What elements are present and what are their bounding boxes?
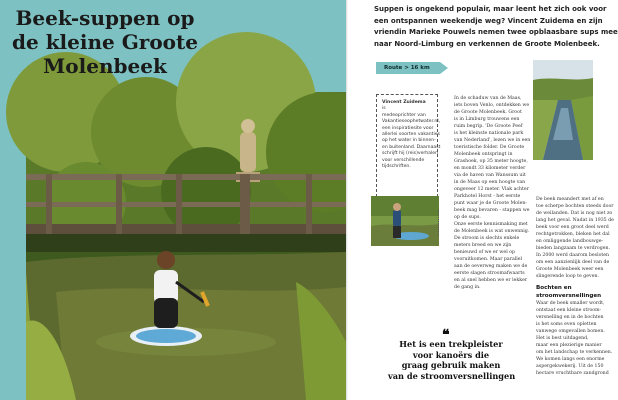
body-column-2 (536, 196, 614, 377)
body-line: de Molenbeek is wat onwennig. (454, 229, 530, 234)
bio-line: schrijft hij (reis)verhalen (382, 151, 438, 157)
route-badge: Route > 16 km (376, 62, 440, 74)
body-line: en omliggende landbouwge- (536, 239, 604, 244)
body-line: punt waar je de Groote Molen- (454, 201, 528, 206)
pull-quote-line: graag gebruik maken (401, 360, 501, 370)
body-line: om een aanzienlijk deel van de (536, 260, 610, 265)
body-line: lang het geval. Nadat in 1935 de (536, 218, 614, 223)
author-photo (371, 196, 439, 246)
body-line: iets boven Venlo, ontdekken we (454, 103, 530, 108)
body-line: eerste slagen stroomafwaarts (454, 271, 525, 276)
bio-line: Vakantieseophetwater.nl, (382, 119, 441, 125)
pull-quote-line: voor kanoërs die (412, 349, 490, 360)
body-line: Molenbeek ontspringt in (454, 152, 513, 157)
body-line: versnelling en in de bochten (536, 315, 604, 320)
body-line: is het soms even opletten (536, 322, 597, 327)
body-line: is het kleinste nationale park (454, 131, 524, 136)
right-page (348, 0, 618, 400)
bio-line: voor verschillende (382, 157, 425, 163)
photo-connector (438, 210, 441, 236)
body-line: We komen langs een enorme (536, 357, 605, 362)
body-line: aan de oeverweg maken we de (454, 264, 528, 269)
intro-line: een ontspannen weekendje weg? Vincent Zuidema en zijn (374, 16, 603, 25)
body-line: Waar de beek smaller wordt, (536, 301, 605, 306)
intro-paragraph (374, 4, 618, 50)
body-line: en mondt 33 kilometer verder (454, 166, 526, 171)
body-line: toeristische folder. De Groote (454, 145, 525, 150)
body-line: Grashoek, op 35 meter hoogte, (454, 159, 528, 164)
body-line: de gang in. (454, 285, 481, 290)
body-line: Groote Molenbeek weer een (536, 267, 604, 272)
stream-photo (533, 60, 593, 160)
body-line: maar een plezierige manier (536, 343, 602, 348)
body-line: Parkhotel Horst - het eerste (454, 194, 521, 199)
author-bio-box (376, 94, 441, 202)
body-line: De beek meandert met af en (536, 197, 604, 202)
intro-line: naar Noord-Limburg en verkennen de Groote Molenbeek. (374, 39, 600, 48)
body-line: via de haven van Wanssum uit (454, 173, 526, 178)
hero-photo (26, 92, 346, 400)
body-line: De stroom is slechts enkele (454, 236, 520, 241)
body-line: van Nederland', lezen we in een (454, 138, 531, 143)
body-line: Onze eerste kennismaking met (454, 222, 528, 227)
pull-quote-line: Het is een trekpleister (399, 339, 503, 349)
body-line: In de schaduw van de Maas, (454, 96, 522, 101)
intro-line: Suppen is ongekend populair, maar leent het zich ook voor (374, 5, 607, 13)
quote-icon: ❝ (442, 327, 450, 343)
bio-line: een inspiratiesite voor (382, 125, 434, 131)
body-line: op de sups. (454, 215, 481, 220)
body-line: toe scherpe bochten steeds door (536, 204, 614, 209)
body-line: de weilanden. Dat is nog niet zo (536, 211, 613, 216)
bio-name: Vincent Zuidema (382, 100, 426, 105)
section-subheading: Bochten en (536, 285, 572, 291)
body-line: beek mag bevaren - stappen we (454, 208, 530, 213)
body-line: aspergekwekerij. Uit de 150 (536, 364, 604, 369)
body-line: in de Maas op een hoogte van (454, 180, 526, 185)
body-line: In 2000 werd daarom besloten (536, 253, 610, 258)
body-line: slingerende loop te geven. (536, 274, 599, 279)
body-line: hectare vruchtbare zandgrond (536, 371, 609, 376)
body-line: ongeveer 12 meter. Vlak achter (454, 187, 529, 192)
intro-line: vriendin Marieke Pouwels nemen twee opblaasbare sups mee (374, 28, 618, 36)
headline-line: de kleine Groote (12, 30, 198, 54)
body-line: meters breed en we zijn (454, 243, 512, 248)
body-line: beek voor een groot deel werd (536, 225, 609, 230)
body-line: ruim begrip. 'De Groote Peel' (454, 124, 524, 129)
bio-line: medeoprichter van (382, 112, 426, 118)
body-line: is in Limburg trouwens een (454, 117, 520, 122)
bio-line: allerlei soorten vakanties (382, 132, 440, 138)
headline-line: Molenbeek (43, 54, 167, 78)
pull-quote (388, 339, 514, 381)
bio-line: en buitenland. Daarnaast (382, 144, 441, 150)
headline (0, 6, 210, 78)
body-line: de Groote Molenbeek. Groot (454, 110, 522, 115)
section-subheading: stroomversnellingen (536, 293, 602, 299)
bio-line: is (382, 106, 386, 112)
body-line: ontstaat een kleine stroom- (536, 308, 602, 313)
body-line: en al snel hebben we er lekker (454, 278, 528, 283)
body-line: vanwege omgevallen bomen. (536, 329, 605, 334)
pull-quote-line: van de stroomversnellingen (388, 370, 516, 381)
body-column-1 (454, 95, 531, 291)
body-line: vooruitkomen. Maar parallel (454, 257, 523, 262)
body-line: om het landschap te verkennen. (536, 350, 613, 355)
headline-line: Beek-suppen op (15, 6, 195, 30)
body-line: rechtgetrokken, bleken het dal (536, 232, 610, 237)
body-line: Het is best uitdagend, (536, 336, 589, 341)
body-line: benieuwd of we er wel op (454, 250, 516, 255)
bio-line: op het water in binnen- (382, 138, 436, 144)
bio-line: tijdschriften. (382, 164, 411, 170)
body-line: bieden langzaam te verdrogen. (536, 246, 611, 251)
